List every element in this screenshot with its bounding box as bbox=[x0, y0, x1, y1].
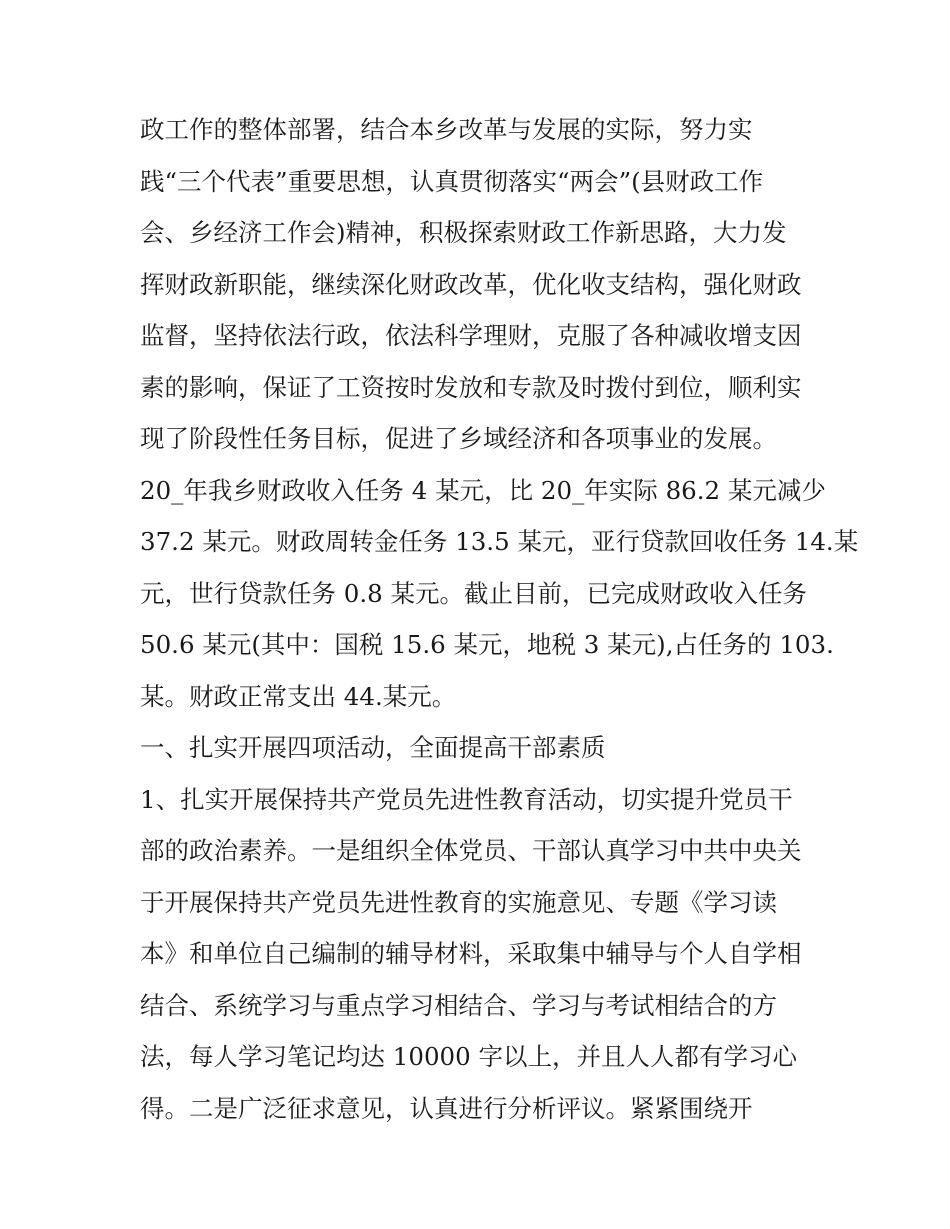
text-line: 37.2 某元。财政周转金任务 13.5 某元，亚行贷款回收任务 14.某 bbox=[140, 527, 859, 556]
text-line: 某。财政正常支出 44.某元。 bbox=[140, 681, 457, 711]
text-line: 1、扎实开展保持共产党员先进性教育活动，切实提升党员干 bbox=[140, 784, 793, 814]
text-line: 挥财政新职能，继续深化财政改革，优化收支结构，强化财政 bbox=[140, 269, 802, 299]
section-heading: 一、扎实开展四项活动，全面提高干部素质 bbox=[140, 733, 606, 762]
document-body bbox=[140, 104, 859, 1134]
text-line: 法，每人学习笔记均达 10000 字以上，并且人人都有学习心 bbox=[140, 1042, 798, 1071]
text-line: 现了阶段性任务目标，促进了乡域经济和各项事业的发展。 bbox=[140, 424, 777, 453]
text-line: 会、乡经济工作会)精神，积极探索财政工作新思路，大力发 bbox=[140, 218, 787, 247]
text-line: 得。二是广泛征求意见，认真进行分析评议。紧紧围绕开 bbox=[140, 1093, 753, 1123]
text-line: 结合、系统学习与重点学习相结合、学习与考试相结合的方 bbox=[140, 990, 777, 1020]
text-line: 本》和单位自己编制的辅导材料，采取集中辅导与个人自学相 bbox=[140, 939, 802, 968]
text-line: 政工作的整体部署，结合本乡改革与发展的实际，努力实 bbox=[140, 115, 753, 144]
text-line: 部的政治素养。一是组织全体党员、干部认真学习中共中央关 bbox=[140, 836, 802, 865]
text-line: 50.6 某元(其中：国税 15.6 某元，地税 3 某元),占任务的 103. bbox=[140, 630, 834, 659]
text-line: 素的影响，保证了工资按时发放和专款及时拨付到位，顺利实 bbox=[140, 372, 802, 402]
text-line: 监督，坚持依法行政，依法科学理财，克服了各种减收增支因 bbox=[140, 321, 802, 350]
text-line: 20_年我乡财政收入任务 4 某元，比 20_年实际 86.2 某元减少 bbox=[140, 475, 826, 505]
text-line: 于开展保持共产党员先进性教育的实施意见、专题《学习读 bbox=[140, 887, 777, 917]
text-line: 元，世行贷款任务 0.8 某元。截止目前，已完成财政收入任务 bbox=[140, 578, 808, 608]
text-line: 践“三个代表”重要思想，认真贯彻落实“两会”(县财政工作 bbox=[140, 166, 764, 196]
